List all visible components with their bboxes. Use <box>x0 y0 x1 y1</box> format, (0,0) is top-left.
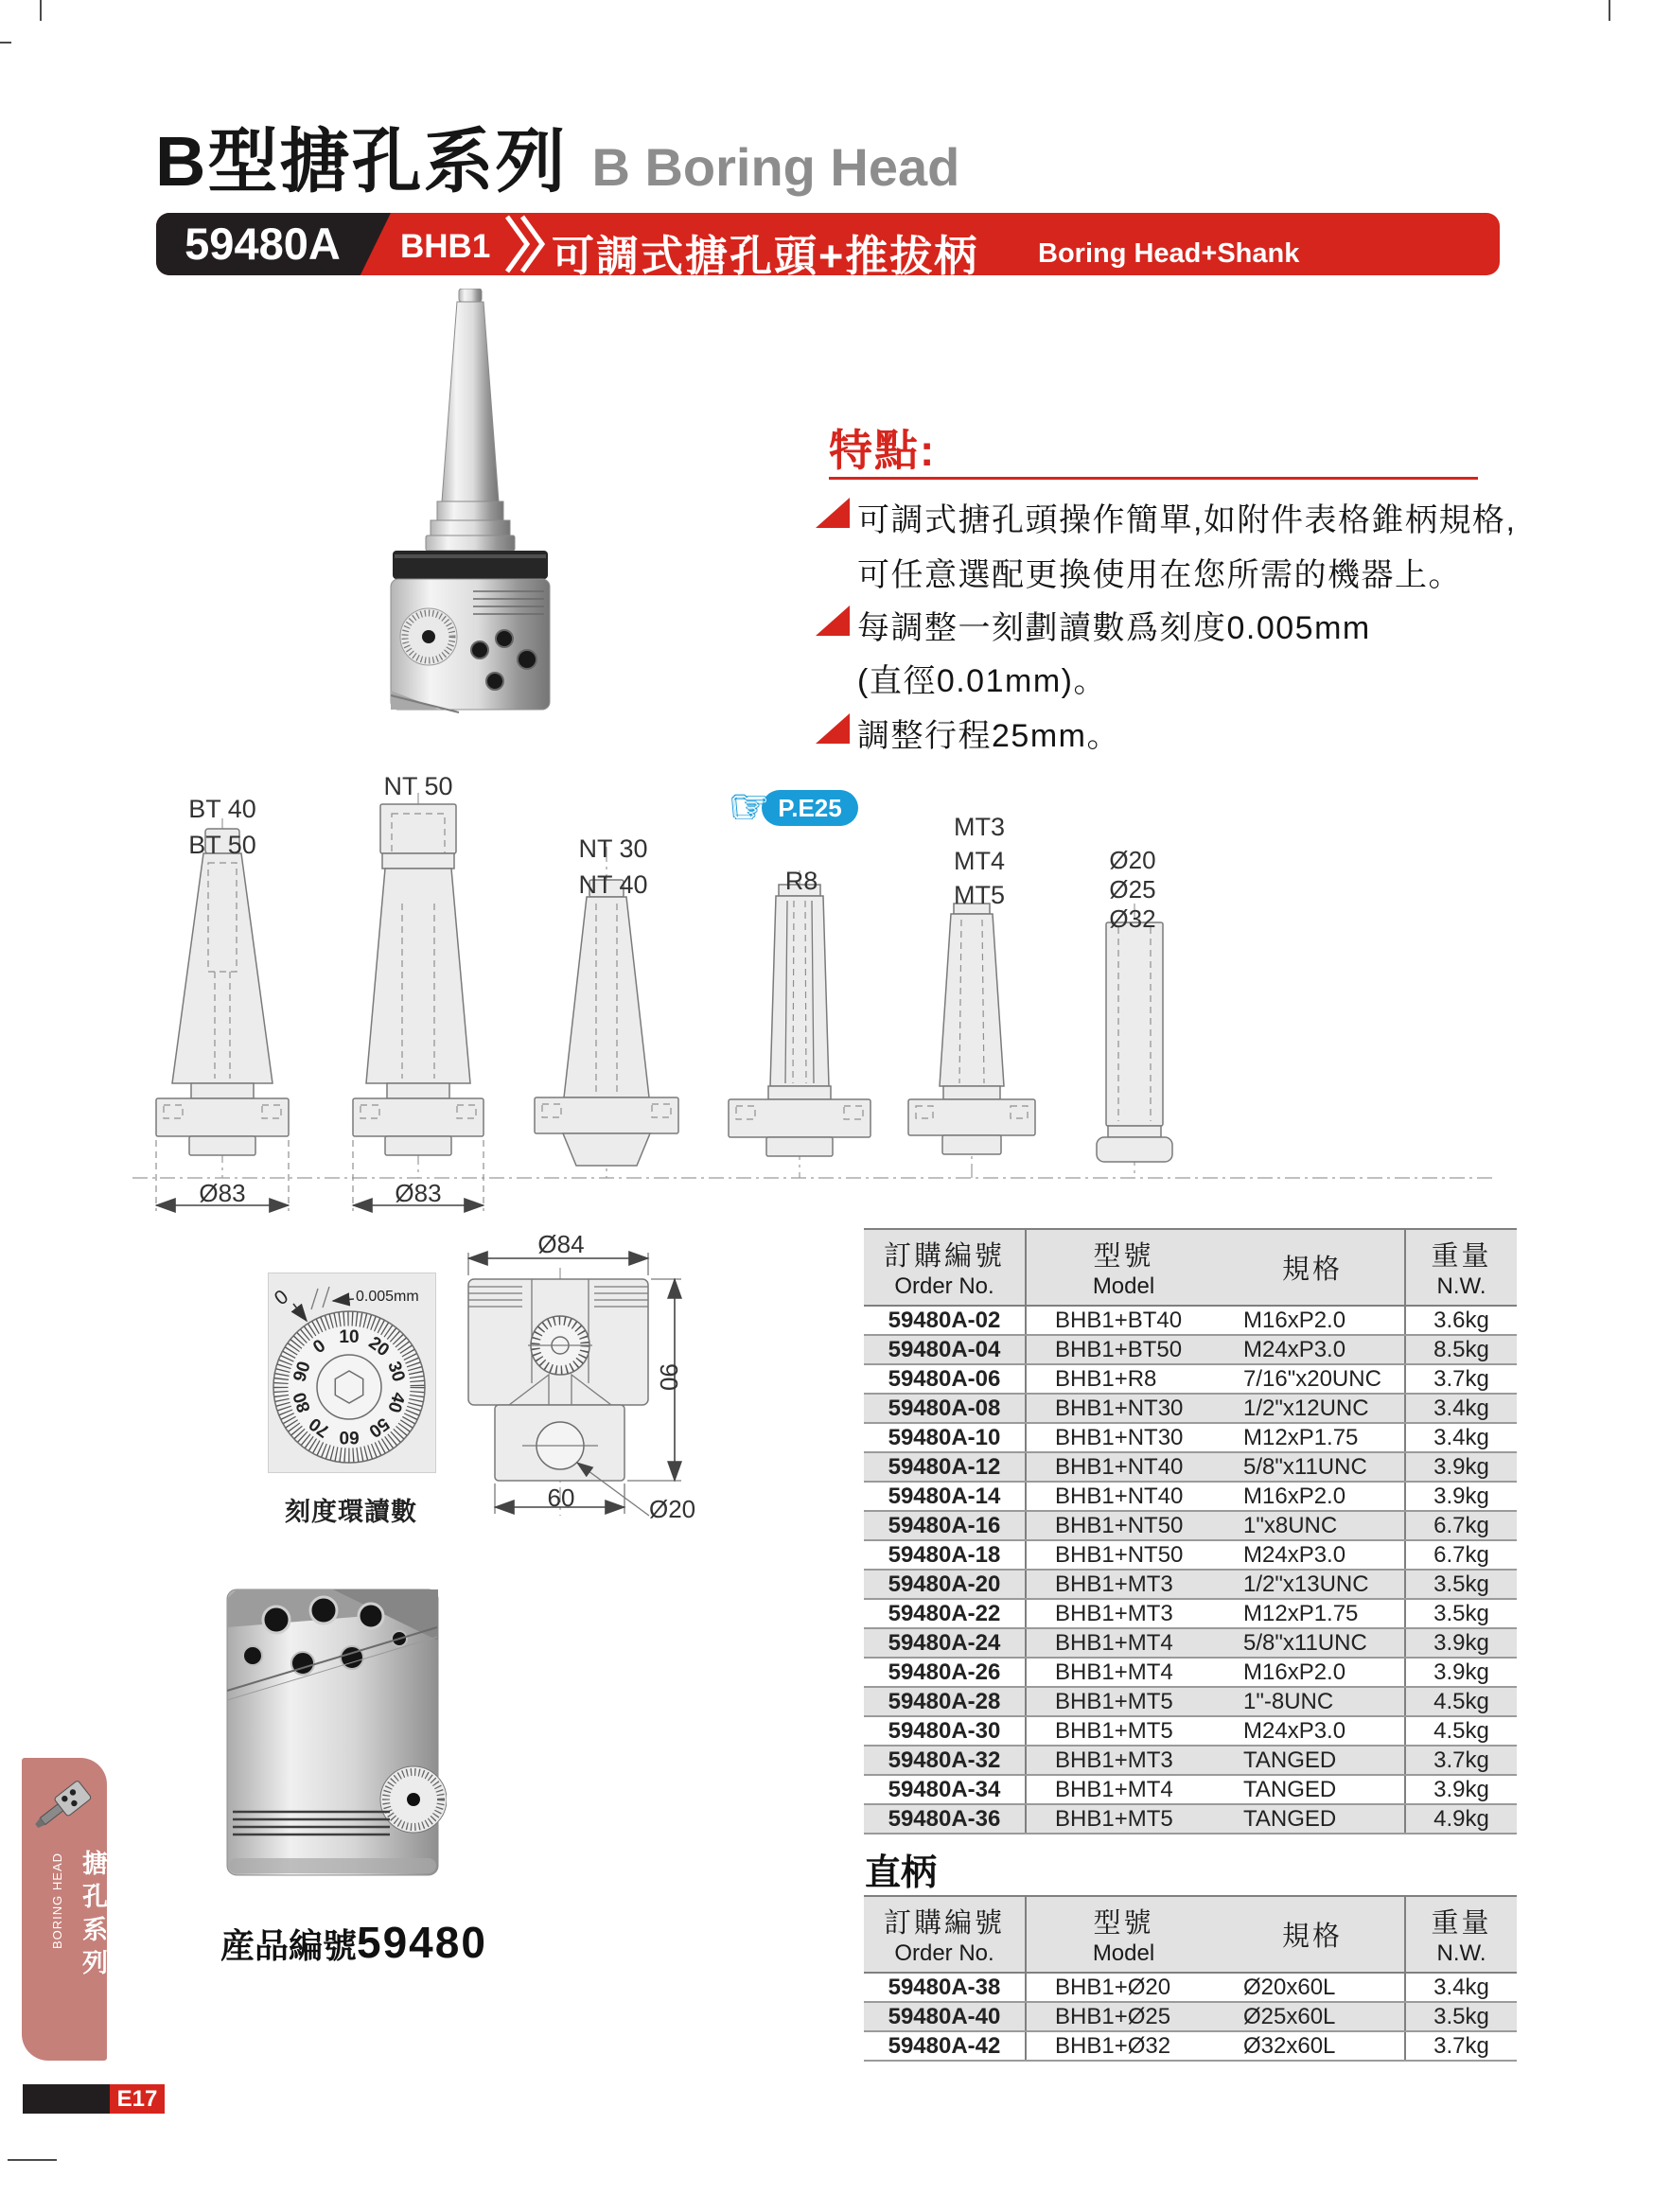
table-cell: 3.9kg <box>1405 1452 1517 1482</box>
table-cell: BHB1+NT50 <box>1026 1511 1221 1540</box>
shank-label-bt: BT 40 BT 50 <box>188 795 256 859</box>
product-banner <box>156 213 1500 280</box>
banner-title-zh: 可調式搪孔頭+推拔柄 <box>552 232 979 280</box>
table-row <box>864 1482 1517 1511</box>
shank-label-mt: MT3 MT4 MT5 <box>954 813 1005 909</box>
table-cell: BHB1+NT30 <box>1026 1423 1221 1452</box>
table-row <box>864 1452 1517 1482</box>
table-row <box>864 1306 1517 1335</box>
shank-label-nt50: NT 50 <box>383 772 453 800</box>
table-cell: BHB1+MT5 <box>1026 1687 1221 1716</box>
table-cell: 59480A-06 <box>864 1364 1026 1394</box>
page-reference-label: P.E25 <box>762 790 858 826</box>
table-cell: BHB1+MT3 <box>1026 1746 1221 1775</box>
model-code: BHB1 <box>400 228 491 265</box>
table-row <box>864 1716 1517 1746</box>
table-cell: BHB1+MT4 <box>1026 1658 1221 1687</box>
table-row <box>864 1423 1517 1452</box>
feature-text: 調整行程25mm。 <box>857 718 1120 754</box>
table-row <box>864 1394 1517 1423</box>
header-spec: 規格 <box>1221 1229 1405 1306</box>
table-cell: 59480A-16 <box>864 1511 1026 1540</box>
order-code: 59480A <box>185 219 341 269</box>
page-title-en: B Boring Head <box>591 137 960 197</box>
table-cell: BHB1+NT50 <box>1026 1540 1221 1570</box>
table-cell: 3.7kg <box>1405 1364 1517 1394</box>
table-cell: BHB1+NT40 <box>1026 1482 1221 1511</box>
table-row <box>864 1570 1517 1599</box>
dial-number: 0 <box>309 1335 330 1359</box>
table-cell: BHB1+Ø20 <box>1026 1973 1221 2002</box>
table-cell: 59480A-26 <box>864 1658 1026 1687</box>
table-header-row <box>864 1896 1517 1973</box>
dim-label-d83-right: Ø83 <box>395 1179 442 1207</box>
table-cell: 5/8"x11UNC <box>1221 1452 1405 1482</box>
page-reference-badge <box>730 782 862 833</box>
series-thumbnail-icon <box>30 1777 104 1841</box>
table-cell: 59480A-04 <box>864 1335 1026 1364</box>
order-table-straight <box>864 1895 1517 2062</box>
table-row <box>864 1804 1517 1834</box>
feature-text: 可任意選配更換使用在您所需的機器上。 <box>857 557 1462 593</box>
table-cell: TANGED <box>1221 1746 1405 1775</box>
dial-caption: 刻度環讀數 <box>285 1498 417 1526</box>
page-title-zh: B型搪孔系列 <box>155 122 568 201</box>
table-cell: BHB1+MT5 <box>1026 1804 1221 1834</box>
table-cell: BHB1+BT50 <box>1026 1335 1221 1364</box>
table-cell: 3.9kg <box>1405 1628 1517 1658</box>
page-number-tab: E17 <box>110 2084 165 2114</box>
table-cell: 3.5kg <box>1405 1570 1517 1599</box>
pointing-hand-icon: ☞ <box>730 782 771 833</box>
table-cell: 5/8"x11UNC <box>1221 1628 1405 1658</box>
table-cell: 59480A-10 <box>864 1423 1026 1452</box>
table-cell: 1"-8UNC <box>1221 1687 1405 1716</box>
table-row <box>864 1335 1517 1364</box>
dial-number: 60 <box>339 1427 360 1447</box>
table-cell: TANGED <box>1221 1804 1405 1834</box>
table-cell: 3.4kg <box>1405 1394 1517 1423</box>
table-row <box>864 1364 1517 1394</box>
table-cell: BHB1+MT4 <box>1026 1628 1221 1658</box>
feature-text: 可調式搪孔頭操作簡單,如附件表格錐柄規格, <box>857 502 1517 538</box>
table-cell: 3.4kg <box>1405 1973 1517 2002</box>
table-cell: 59480A-12 <box>864 1452 1026 1482</box>
series-title-zh: 搪孔系列 <box>79 1850 107 1982</box>
caption-number: 59480 <box>357 1918 487 1967</box>
product-photo-boring-head-body <box>220 1582 447 1881</box>
table-header-row <box>864 1229 1517 1306</box>
table-cell: BHB1+Ø32 <box>1026 2031 1221 2061</box>
caption-prefix: 産品編號 <box>220 1926 358 1965</box>
table-row <box>864 1540 1517 1570</box>
dim-label-60: 60 <box>547 1483 575 1512</box>
chevron-right-icon <box>501 215 547 273</box>
table-row <box>864 1775 1517 1804</box>
header-model: 型號 Model <box>1026 1896 1221 1973</box>
header-weight: 重量 N.W. <box>1405 1896 1517 1973</box>
table-cell: 59480A-38 <box>864 1973 1026 2002</box>
table-row <box>864 1628 1517 1658</box>
table-cell: 59480A-40 <box>864 2002 1026 2031</box>
table-cell: 4.5kg <box>1405 1687 1517 1716</box>
table-cell: 59480A-36 <box>864 1804 1026 1834</box>
table-cell: BHB1+MT3 <box>1026 1570 1221 1599</box>
dial-number: 30 <box>383 1359 410 1385</box>
features-underline <box>829 477 1478 480</box>
table-cell: 3.5kg <box>1405 1599 1517 1628</box>
table-cell: M16xP2.0 <box>1221 1482 1405 1511</box>
table-cell: BHB1+MT5 <box>1026 1716 1221 1746</box>
table-cell: 8.5kg <box>1405 1335 1517 1364</box>
table-cell: 59480A-20 <box>864 1570 1026 1599</box>
bullet-triangle-icon <box>816 498 850 528</box>
dial-number: 10 <box>339 1327 360 1347</box>
table-cell: 3.9kg <box>1405 1482 1517 1511</box>
order-table-main <box>864 1228 1517 1835</box>
dial-number: 90 <box>289 1359 315 1385</box>
table-cell: 4.9kg <box>1405 1804 1517 1834</box>
crop-mark <box>1609 0 1610 21</box>
shank-label-r8: R8 <box>784 867 818 895</box>
table-cell: BHB1+MT3 <box>1026 1599 1221 1628</box>
table-cell: 3.4kg <box>1405 1423 1517 1452</box>
table-cell: TANGED <box>1221 1775 1405 1804</box>
dial-number: 40 <box>383 1389 410 1415</box>
table-cell: BHB1+NT40 <box>1026 1452 1221 1482</box>
table-cell: 6.7kg <box>1405 1511 1517 1540</box>
table-cell: 1"x8UNC <box>1221 1511 1405 1540</box>
table-row <box>864 2031 1517 2061</box>
page-title <box>155 106 959 206</box>
table-cell: 6.7kg <box>1405 1540 1517 1570</box>
dial-number: 20 <box>364 1332 393 1361</box>
series-sidebar-tab <box>22 1758 107 2061</box>
table-cell: BHB1+BT40 <box>1026 1306 1221 1335</box>
table-cell: 59480A-02 <box>864 1306 1026 1335</box>
table-cell: 59480A-22 <box>864 1599 1026 1628</box>
table-cell: Ø32x60L <box>1221 2031 1405 2061</box>
header-weight: 重量 N.W. <box>1405 1229 1517 1306</box>
table-cell: 4.5kg <box>1405 1716 1517 1746</box>
table-row <box>864 2002 1517 2031</box>
dim-label-d84: Ø84 <box>537 1230 585 1258</box>
table-cell: 3.5kg <box>1405 2002 1517 2031</box>
table-cell: 3.7kg <box>1405 1746 1517 1775</box>
table-cell: 1/2"x12UNC <box>1221 1394 1405 1423</box>
table-cell: 59480A-24 <box>864 1628 1026 1658</box>
shank-label-nt30-40: NT 30 NT 40 <box>578 834 648 899</box>
table-cell: 3.6kg <box>1405 1306 1517 1335</box>
product-number-caption <box>220 1917 487 1968</box>
table-cell: 1/2"x13UNC <box>1221 1570 1405 1599</box>
table-cell: 59480A-32 <box>864 1746 1026 1775</box>
table-cell: M16xP2.0 <box>1221 1658 1405 1687</box>
dial-zero-pointer: 0 <box>270 1285 293 1310</box>
table-cell: 7/16"x20UNC <box>1221 1364 1405 1394</box>
crop-mark <box>8 2159 57 2161</box>
table-cell: M16xP2.0 <box>1221 1306 1405 1335</box>
table-cell: 59480A-30 <box>864 1716 1026 1746</box>
header-order-no: 訂購編號 Order No. <box>864 1896 1026 1973</box>
table-cell: 59480A-14 <box>864 1482 1026 1511</box>
shank-label-straight: Ø20 Ø25 Ø32 <box>1109 846 1156 933</box>
dim-label-d20: Ø20 <box>649 1495 696 1523</box>
table-cell: 59480A-42 <box>864 2031 1026 2061</box>
table-cell: Ø20x60L <box>1221 1973 1405 2002</box>
table-cell: M24xP3.0 <box>1221 1540 1405 1570</box>
table-row <box>864 1658 1517 1687</box>
table-cell: 59480A-28 <box>864 1687 1026 1716</box>
dim-label-90: 90 <box>654 1363 683 1391</box>
table-cell: 3.7kg <box>1405 2031 1517 2061</box>
bullet-triangle-icon <box>816 606 850 636</box>
dial-scale-figure <box>268 1273 436 1473</box>
feature-text: (直徑0.01mm)。 <box>857 663 1107 699</box>
table-cell: M24xP3.0 <box>1221 1335 1405 1364</box>
table-row <box>864 1746 1517 1775</box>
table-row <box>864 1599 1517 1628</box>
dial-number: 70 <box>306 1413 334 1442</box>
table-row <box>864 1511 1517 1540</box>
dial-number: 50 <box>364 1413 393 1442</box>
product-photo-boring-head-shank <box>383 289 563 714</box>
table-cell: BHB1+Ø25 <box>1026 2002 1221 2031</box>
footer-bar <box>23 2084 110 2114</box>
crop-mark <box>40 0 42 21</box>
table-cell: M12xP1.75 <box>1221 1599 1405 1628</box>
table-cell: 59480A-18 <box>864 1540 1026 1570</box>
feature-text: 每調整一刻劃讀數爲刻度0.005mm <box>857 610 1371 646</box>
table-cell: BHB1+R8 <box>1026 1364 1221 1394</box>
dim-label-d83-left: Ø83 <box>199 1179 246 1207</box>
header-model: 型號 Model <box>1026 1229 1221 1306</box>
table-cell: 3.9kg <box>1405 1775 1517 1804</box>
table-row <box>864 1973 1517 2002</box>
table-cell: 59480A-34 <box>864 1775 1026 1804</box>
table-cell: BHB1+MT4 <box>1026 1775 1221 1804</box>
crop-mark <box>0 42 11 44</box>
banner-title-en: Boring Head+Shank <box>1038 238 1300 269</box>
table-cell: 3.9kg <box>1405 1658 1517 1687</box>
table-cell: Ø25x60L <box>1221 2002 1405 2031</box>
dial-number: 80 <box>289 1389 315 1415</box>
header-order-no: 訂購編號 Order No. <box>864 1229 1026 1306</box>
series-title-en: BORING HEAD <box>50 1852 64 1950</box>
table-cell: BHB1+NT30 <box>1026 1394 1221 1423</box>
header-spec: 規格 <box>1221 1896 1405 1973</box>
table-row <box>864 1687 1517 1716</box>
features-heading: 特點: <box>829 426 937 475</box>
table-cell: 59480A-08 <box>864 1394 1026 1423</box>
dial-graduation-value: 0.005mm <box>356 1289 419 1305</box>
straight-shank-heading: 直柄 <box>865 1853 938 1893</box>
table-cell: M24xP3.0 <box>1221 1716 1405 1746</box>
table-cell: M12xP1.75 <box>1221 1423 1405 1452</box>
